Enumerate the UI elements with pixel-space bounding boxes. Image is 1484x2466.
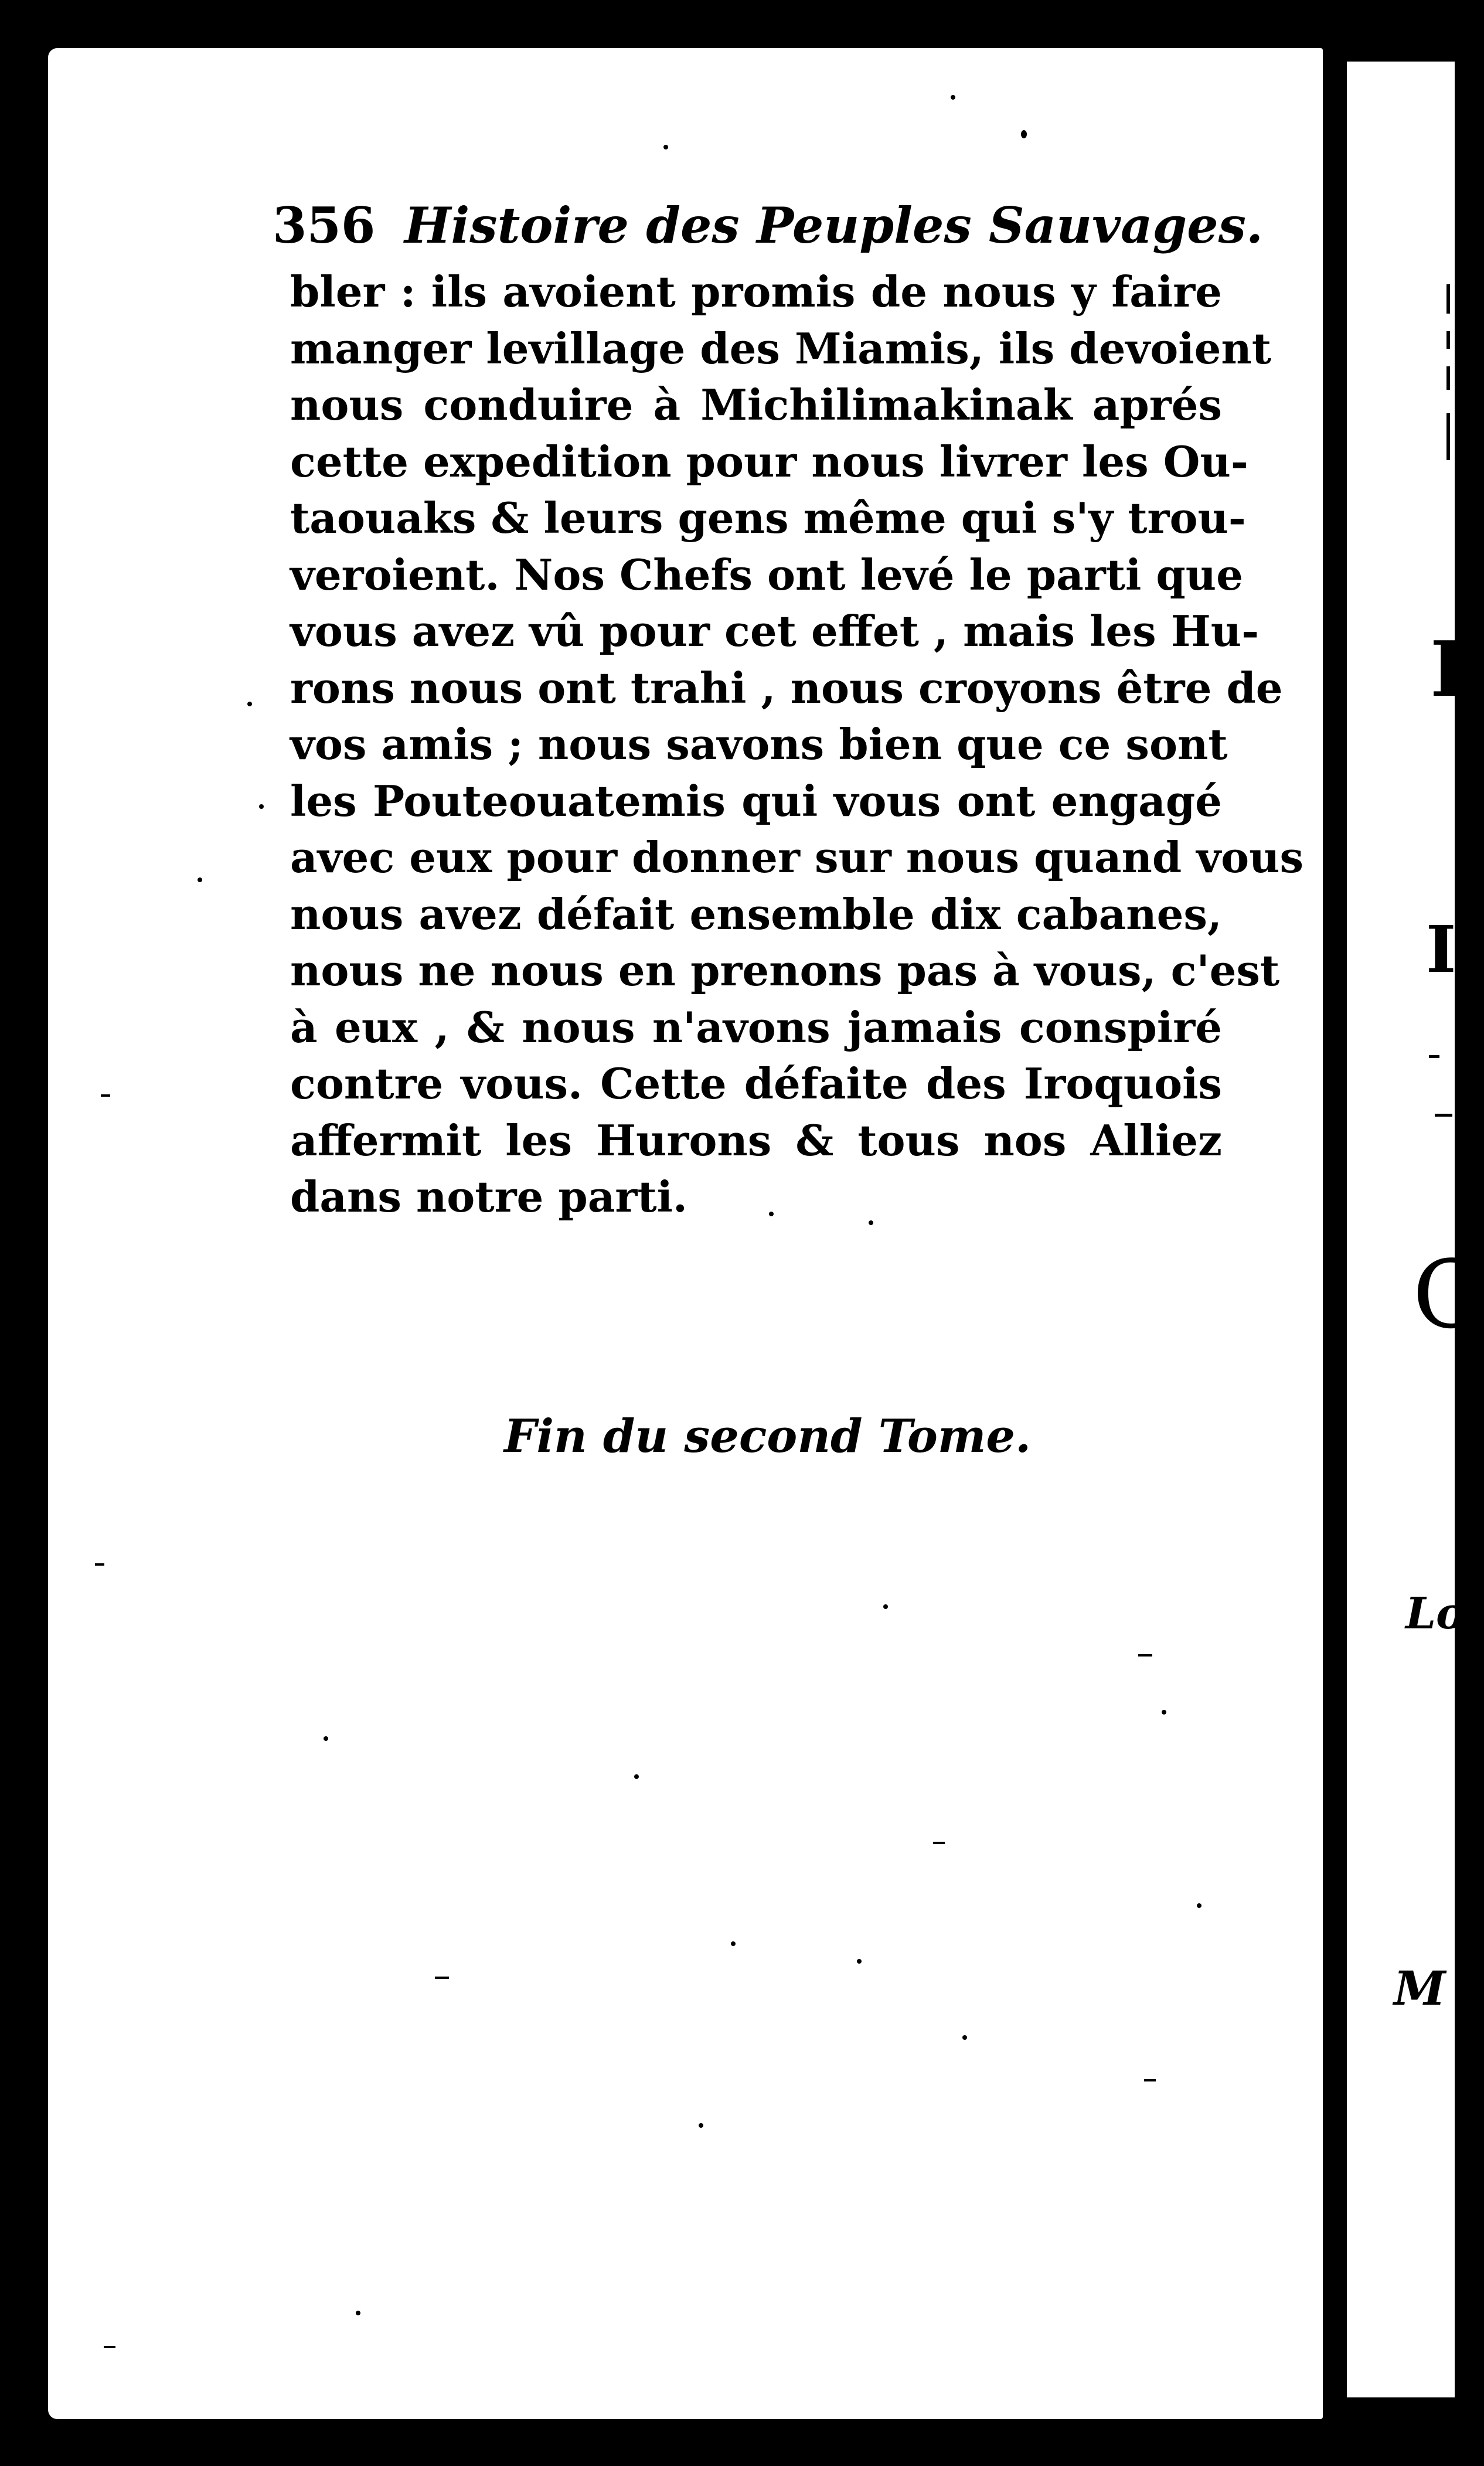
book-page-right-edge xyxy=(1347,62,1484,2397)
print-speck xyxy=(663,145,668,149)
right-page-fragment: I xyxy=(1426,911,1456,987)
print-speck xyxy=(198,877,202,882)
text-line: vos amis ; nous savons bien que ce sont xyxy=(290,719,1228,769)
text-line: cette expedition pour nous livrer les Ou- xyxy=(290,436,1248,487)
text-line: les Pouteouatemis qui vous ont engagé xyxy=(290,775,1222,826)
print-speck xyxy=(857,1959,862,1964)
print-speck xyxy=(869,1220,873,1225)
print-speck xyxy=(104,2346,115,2348)
book-gutter xyxy=(1323,0,1347,2466)
text-line: nous conduire à Michilimakinak aprés xyxy=(290,380,1222,430)
print-speck xyxy=(259,804,264,809)
right-page-mark xyxy=(1446,331,1450,349)
end-of-volume-note: Fin du second Tome. xyxy=(504,1410,1032,1463)
print-speck xyxy=(435,1977,449,1979)
print-speck xyxy=(1197,1903,1202,1908)
print-speck xyxy=(324,1736,328,1741)
text-line: nous avez défait ensemble dix cabanes, xyxy=(290,889,1222,939)
page-number: 356 xyxy=(273,196,376,254)
right-page-mark xyxy=(1446,284,1450,314)
text-line: taouaks & leurs gens même qui s'y trou- xyxy=(290,493,1246,543)
text-line: à eux , & nous n'avons jamais conspiré xyxy=(290,1002,1222,1052)
text-line: dans notre parti. xyxy=(290,1172,687,1222)
print-speck xyxy=(101,1094,110,1097)
book-binding-shadow xyxy=(0,0,48,2466)
text-line: avec eux pour donner sur nous quand vous xyxy=(290,832,1303,882)
text-line: rons nous ont trahi , nous croyons être de xyxy=(290,662,1283,713)
running-title: Histoire des Peuples Sauvages. xyxy=(404,196,1264,254)
print-speck xyxy=(699,2123,703,2128)
print-speck xyxy=(731,1941,736,1946)
print-speck xyxy=(1144,2079,1156,2081)
print-speck xyxy=(962,2035,967,2040)
print-speck xyxy=(1021,130,1027,138)
print-speck xyxy=(634,1774,639,1779)
right-page-mark xyxy=(1446,366,1450,390)
right-page-mark xyxy=(1429,1055,1439,1058)
text-line: affermit les Hurons & tous nos Alliez xyxy=(290,1115,1222,1165)
print-speck xyxy=(247,702,252,706)
text-line: nous ne nous en prenons pas à vous, c'est xyxy=(290,945,1280,995)
print-speck xyxy=(1138,1654,1152,1657)
right-page-fragment: M xyxy=(1394,1961,1446,2016)
right-page-fragment: C xyxy=(1412,1240,1484,1349)
text-line: manger levillage des Miamis, ils devoient xyxy=(290,323,1271,373)
text-line: contre vous. Cette défaite des Iroquois xyxy=(290,1059,1222,1108)
print-speck xyxy=(1162,1710,1166,1715)
print-speck xyxy=(356,2311,360,2315)
print-speck xyxy=(95,1563,104,1566)
text-line: veroient. Nos Chefs ont levé le parti que xyxy=(290,549,1243,600)
right-page-fragment: Lo xyxy=(1405,1589,1465,1639)
print-speck xyxy=(951,95,955,100)
text-line: vous avez vû pour cet effet , mais les Hu- xyxy=(290,606,1259,656)
print-speck xyxy=(883,1604,888,1609)
print-speck xyxy=(769,1212,774,1216)
text-line: bler : ils avoient promis de nous y faire xyxy=(290,267,1222,317)
body-text xyxy=(290,264,1303,1226)
right-page-mark xyxy=(1435,1114,1452,1117)
right-page-fragment: I xyxy=(1430,624,1466,714)
print-speck xyxy=(933,1842,945,1844)
book-page-left xyxy=(48,48,1323,2419)
right-page-mark xyxy=(1446,413,1450,460)
page-header xyxy=(273,196,1264,273)
